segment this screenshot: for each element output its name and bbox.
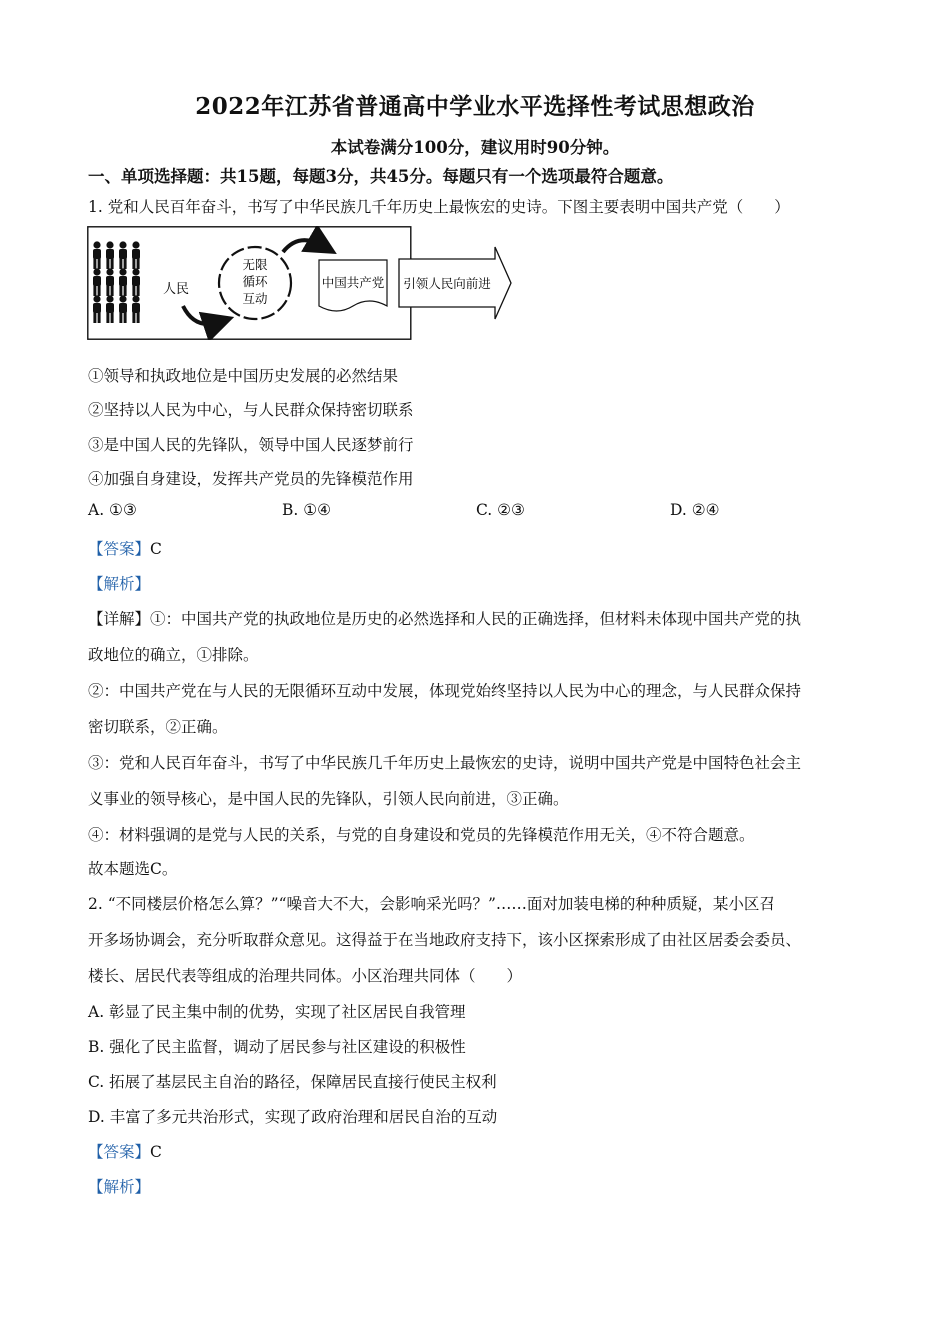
q1-option-c: C. ②③: [476, 501, 525, 519]
q1-option-a: A. ①③: [88, 501, 137, 519]
q1-statement-3: ③是中国人民的先锋队，领导中国人民逐梦前行: [88, 436, 414, 454]
q1-detail-line-3: ②：中国共产党在与人民的无限循环互动中发展，体现党始终坚持以人民为中心的理念，与人民群众保持: [88, 682, 802, 700]
q1-detail-line-8: 故本题选C。: [88, 860, 178, 878]
q2-option-b: B. 强化了民主监督，调动了居民参与社区建设的积极性: [88, 1038, 466, 1056]
cycle-label-2: 循环: [242, 274, 268, 289]
q1-stem: 1. 党和人民百年奋斗，书写了中华民族几千年历史上最恢宏的史诗。下图主要表明中国共产党（ ）: [88, 198, 790, 216]
q2-stem-line-2: 开多场协调会，充分听取群众意见。这得益于在当地政府支持下，该小区探索形成了由社区居委会委员、: [88, 931, 802, 949]
q1-detail-line-7: ④：材料强调的是党与人民的关系，与党的自身建设和党员的先锋模范作用无关，④不符合题意。: [88, 826, 755, 844]
answer-tag: 【答案】: [88, 1143, 151, 1161]
q2-option-d: D. 丰富了多元共治形式，实现了政府治理和居民自治的互动: [88, 1108, 498, 1126]
answer-tag: 【答案】: [88, 540, 151, 558]
section-heading: 一、单项选择题：共15题，每题3分，共45分。每题只有一个选项最符合题意。: [88, 167, 674, 186]
q2-stem-line-1: 2. “不同楼层价格怎么算？”“噪音大不大，会影响采光吗？”……面对加装电梯的种种质疑，某小区召: [88, 895, 775, 913]
q2-answer: [88, 1140, 162, 1162]
answer-value: C: [150, 540, 162, 558]
q1-option-b: B. ①④: [282, 501, 332, 519]
q1-statement-4: ④加强自身建设，发挥共产党员的先锋模范作用: [88, 470, 414, 488]
arrow-label: 引领人民向前进: [403, 276, 491, 291]
exam-info: 本试卷满分100分，建议用时90分钟。: [330, 138, 620, 157]
q1-figure: [87, 226, 512, 340]
q1-analysis-tag: 【解析】: [88, 575, 151, 593]
q2-option-a: A. 彰显了民主集中制的优势，实现了社区居民自我管理: [88, 1003, 466, 1021]
q1-statement-2: ②坚持以人民为中心，与人民群众保持密切联系: [88, 401, 414, 419]
answer-value: C: [150, 1143, 162, 1161]
people-label: 人民: [163, 282, 190, 297]
q1-answer: [88, 537, 162, 559]
q2-option-c: C. 拓展了基层民主自治的路径，保障居民直接行使民主权利: [88, 1073, 497, 1091]
page-title: 2022年江苏省普通高中学业水平选择性考试思想政治: [195, 93, 755, 120]
q1-detail-line-1: 【详解】①：中国共产党的执政地位是历史的必然选择和人民的正确选择，但材料未体现中国共产党的执: [88, 610, 802, 628]
q1-detail-line-2: 政地位的确立，①排除。: [88, 646, 259, 664]
q2-stem-line-3: 楼长、居民代表等组成的治理共同体。小区治理共同体（ ）: [88, 967, 523, 985]
q1-detail-line-6: 义事业的领导核心，是中国人民的先锋队，引领人民向前进，③正确。: [88, 790, 569, 808]
q1-option-d: D. ②④: [670, 501, 720, 519]
q1-detail-line-5: ③：党和人民百年奋斗，书写了中华民族几千年历史上最恢宏的史诗，说明中国共产党是中国特色社会主: [88, 754, 802, 772]
q1-detail-line-4: 密切联系，②正确。: [88, 718, 228, 736]
q1-statement-1: ①领导和执政地位是中国历史发展的必然结果: [88, 367, 399, 385]
party-label: 中国共产党: [321, 275, 385, 290]
q2-analysis-tag: 【解析】: [88, 1178, 151, 1196]
cycle-label-1: 无限: [242, 257, 268, 272]
cycle-label-3: 互动: [242, 291, 268, 306]
